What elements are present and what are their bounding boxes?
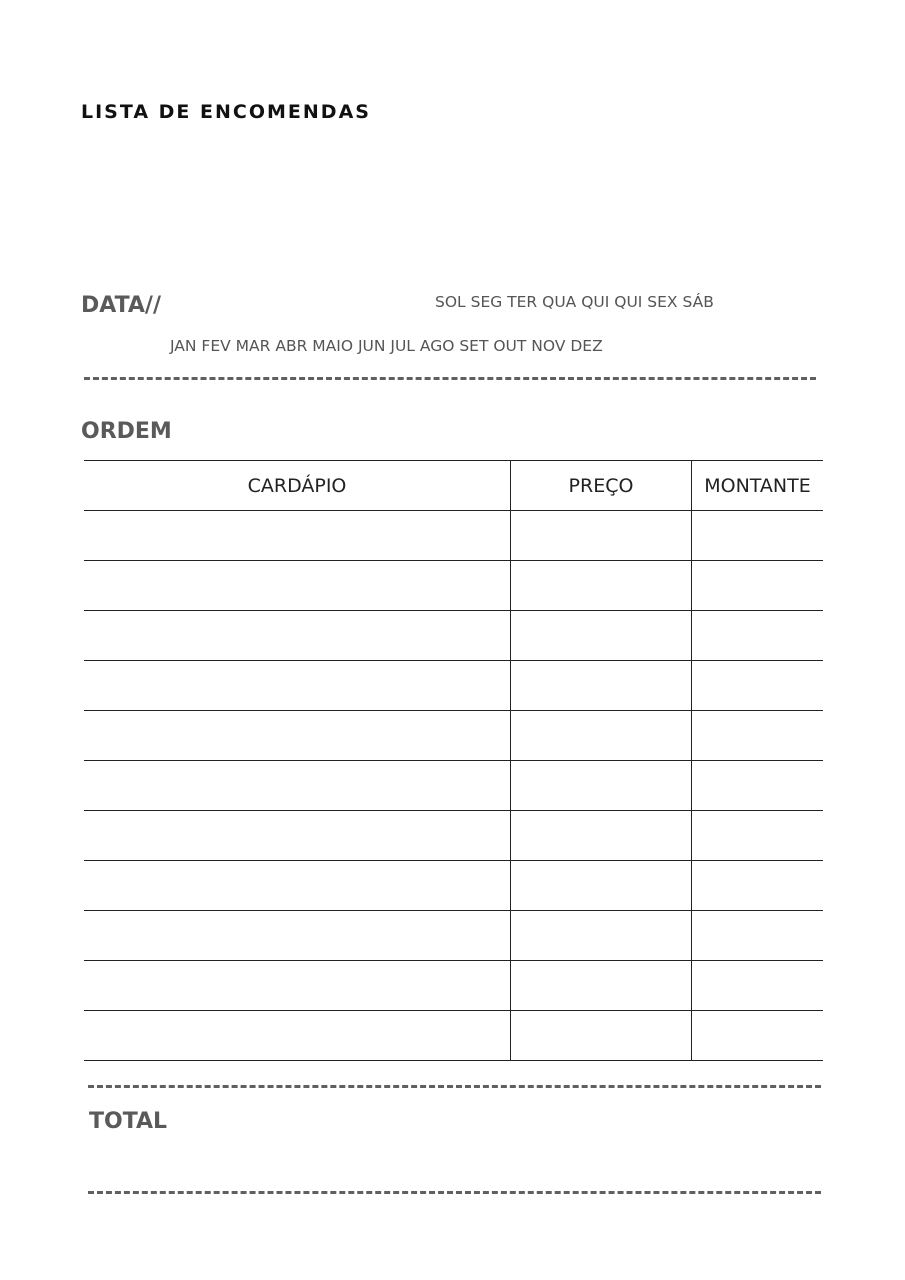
cell-price[interactable]	[511, 961, 692, 1011]
cell-menu[interactable]	[84, 661, 511, 711]
cell-amount[interactable]	[692, 961, 824, 1011]
month-options: JAN FEV MAR ABR MAIO JUN JUL AGO SET OUT NOV DEZ	[170, 337, 603, 355]
date-label: DATA//	[81, 293, 161, 318]
cell-price[interactable]	[511, 861, 692, 911]
total-label: TOTAL	[89, 1109, 168, 1134]
cell-price[interactable]	[511, 811, 692, 861]
cell-menu[interactable]	[84, 961, 511, 1011]
cell-price[interactable]	[511, 561, 692, 611]
table-row	[84, 661, 823, 711]
cell-amount[interactable]	[692, 761, 824, 811]
order-table-header	[84, 461, 823, 511]
column-header-menu: CARDÁPIO	[84, 461, 511, 511]
weekday-options: SOL SEG TER QUA QUI QUI SEX SÁB	[435, 293, 714, 311]
table-row	[84, 1011, 823, 1061]
cell-amount[interactable]	[692, 661, 824, 711]
table-row	[84, 861, 823, 911]
page-title: LISTA DE ENCOMENDAS	[81, 101, 371, 123]
cell-amount[interactable]	[692, 561, 824, 611]
order-table	[84, 460, 823, 1061]
cell-price[interactable]	[511, 661, 692, 711]
cell-amount[interactable]	[692, 711, 824, 761]
order-label: ORDEM	[81, 419, 172, 444]
table-row	[84, 761, 823, 811]
dashed-divider-total-bottom	[88, 1191, 821, 1194]
cell-price[interactable]	[511, 761, 692, 811]
cell-price[interactable]	[511, 911, 692, 961]
cell-amount[interactable]	[692, 861, 824, 911]
cell-menu[interactable]	[84, 561, 511, 611]
table-row	[84, 911, 823, 961]
cell-amount[interactable]	[692, 611, 824, 661]
dashed-divider-date	[84, 377, 816, 380]
cell-menu[interactable]	[84, 511, 511, 561]
table-row	[84, 511, 823, 561]
column-header-amount: MONTANTE	[692, 461, 824, 511]
order-table-body	[84, 511, 823, 1061]
cell-amount[interactable]	[692, 1011, 824, 1061]
table-row	[84, 961, 823, 1011]
cell-amount[interactable]	[692, 811, 824, 861]
cell-price[interactable]	[511, 711, 692, 761]
cell-amount[interactable]	[692, 511, 824, 561]
cell-price[interactable]	[511, 611, 692, 661]
dashed-divider-total-top	[88, 1085, 821, 1088]
cell-menu[interactable]	[84, 761, 511, 811]
cell-menu[interactable]	[84, 1011, 511, 1061]
table-row	[84, 561, 823, 611]
table-row	[84, 711, 823, 761]
cell-price[interactable]	[511, 1011, 692, 1061]
cell-menu[interactable]	[84, 611, 511, 661]
cell-menu[interactable]	[84, 861, 511, 911]
table-row	[84, 611, 823, 661]
cell-menu[interactable]	[84, 911, 511, 961]
cell-menu[interactable]	[84, 711, 511, 761]
table-row	[84, 811, 823, 861]
cell-menu[interactable]	[84, 811, 511, 861]
column-header-price: PREÇO	[511, 461, 692, 511]
cell-amount[interactable]	[692, 911, 824, 961]
cell-price[interactable]	[511, 511, 692, 561]
